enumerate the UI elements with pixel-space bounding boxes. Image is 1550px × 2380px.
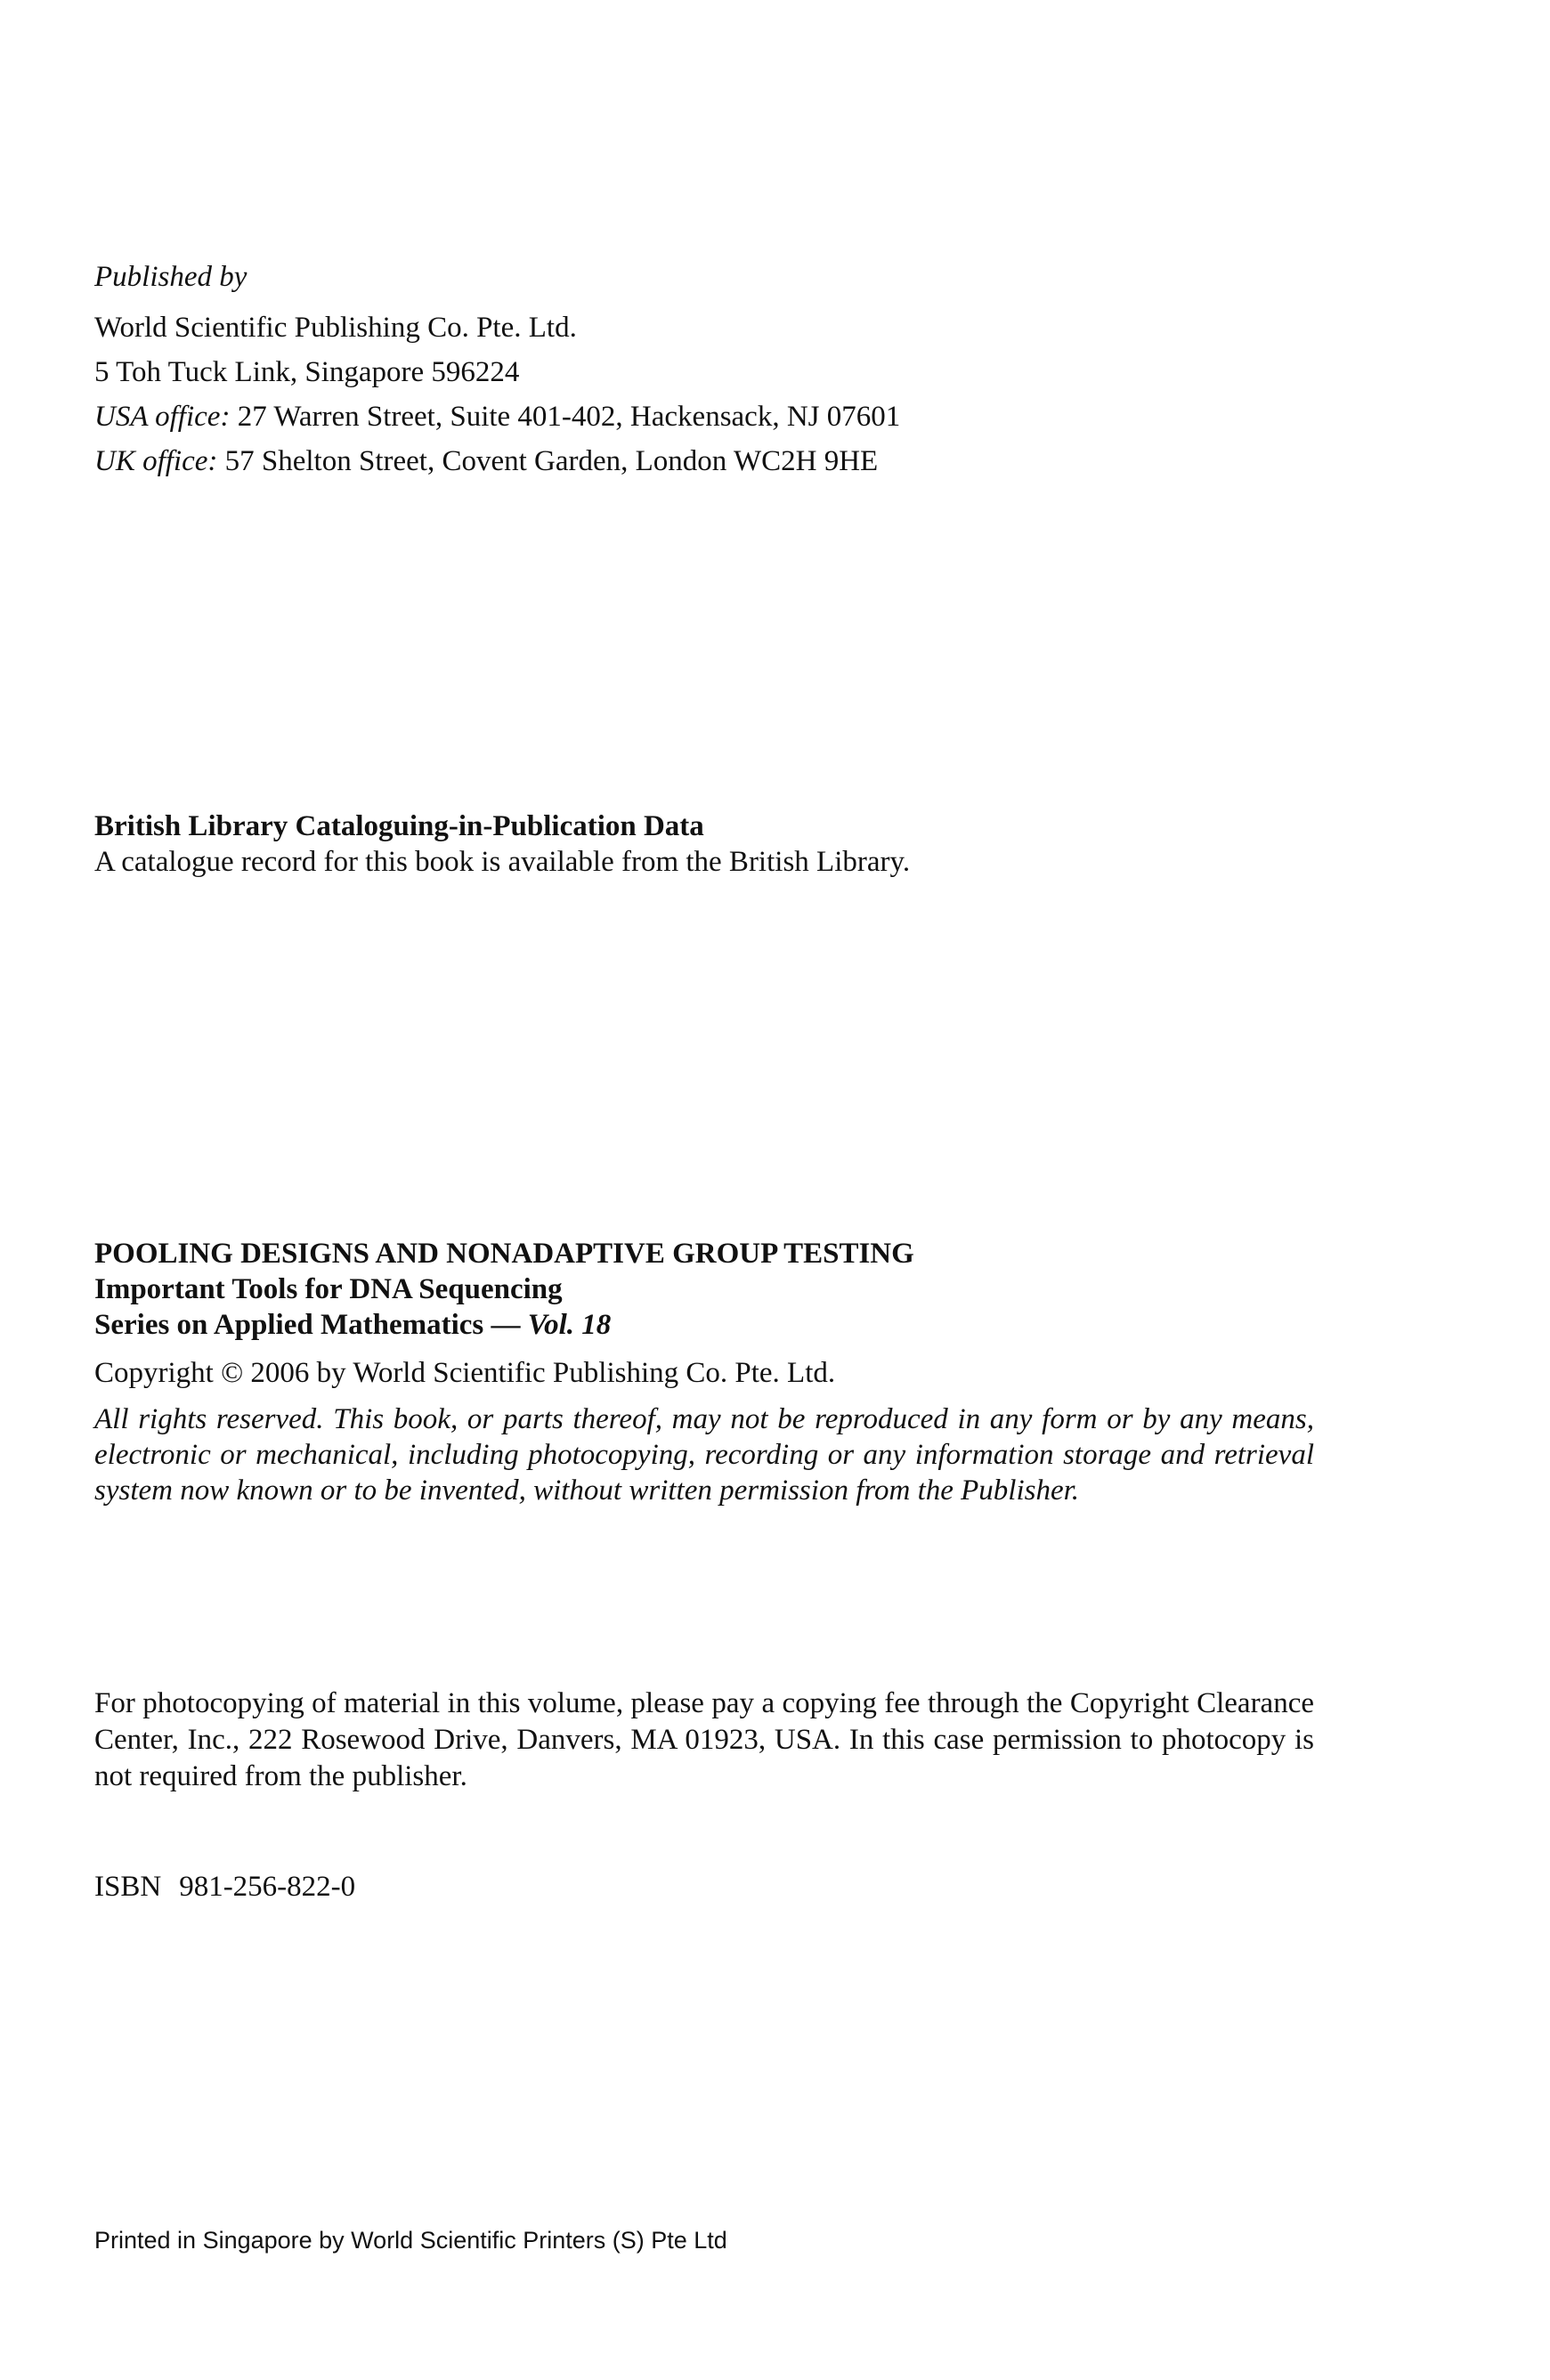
book-subtitle: Important Tools for DNA Sequencing [94, 1273, 563, 1305]
published-by-label: Published by [94, 261, 248, 293]
isbn-label: ISBN [94, 1871, 162, 1903]
rights-statement: All rights reserved. This book, or parts thereof, may not be reproduced in any form or by any means, electronic or mechanical, including photocopying, recording or any information storage and retrieval system now known or to be invented, without written permission from the Publisher. [94, 1403, 1314, 1507]
series-volume: Vol. 18 [527, 1309, 612, 1341]
copyright-notice: Copyright © 2006 by World Scientific Publishing Co. Pte. Ltd. [94, 1357, 836, 1389]
usa-office-line [94, 398, 1314, 436]
series-name: Series on Applied Mathematics — [94, 1309, 528, 1341]
uk-office-line [94, 443, 1314, 481]
usa-office-label: USA office: [94, 401, 231, 433]
book-info-block [94, 1236, 1314, 1508]
publisher-block [94, 258, 1314, 487]
printer-block [94, 2224, 1314, 2256]
isbn-number: 981-256-822-0 [179, 1871, 356, 1903]
book-title: POOLING DESIGNS AND NONADAPTIVE GROUP TESTING [94, 1238, 914, 1270]
photocopy-notice: For photocopying of material in this volume, please pay a copying fee through the Copyright Clearance Center, Inc., 222 Rosewood Drive, Danvers, MA 01923, USA. In this case permission to photocopy is not required from the publisher. [94, 1687, 1314, 1792]
usa-office-address: 27 Warren Street, Suite 401-402, Hackensack, NJ 07601 [237, 401, 901, 433]
uk-office-label: UK office: [94, 445, 218, 477]
printer-notice: Printed in Singapore by World Scientific Printers (S) Pte Ltd [94, 2227, 727, 2254]
cip-block [94, 808, 1314, 880]
cip-text: A catalogue record for this book is available from the British Library. [94, 846, 911, 878]
publisher-address: 5 Toh Tuck Link, Singapore 596224 [94, 356, 520, 388]
isbn-block [94, 1868, 1314, 1906]
series-line [94, 1307, 1314, 1343]
photocopy-block [94, 1685, 1314, 1795]
publisher-name: World Scientific Publishing Co. Pte. Ltd. [94, 312, 577, 344]
cip-heading: British Library Cataloguing-in-Publication Data [94, 810, 704, 842]
isbn-line [94, 1868, 1314, 1906]
uk-office-address: 57 Shelton Street, Covent Garden, London WC2H 9HE [224, 445, 879, 477]
